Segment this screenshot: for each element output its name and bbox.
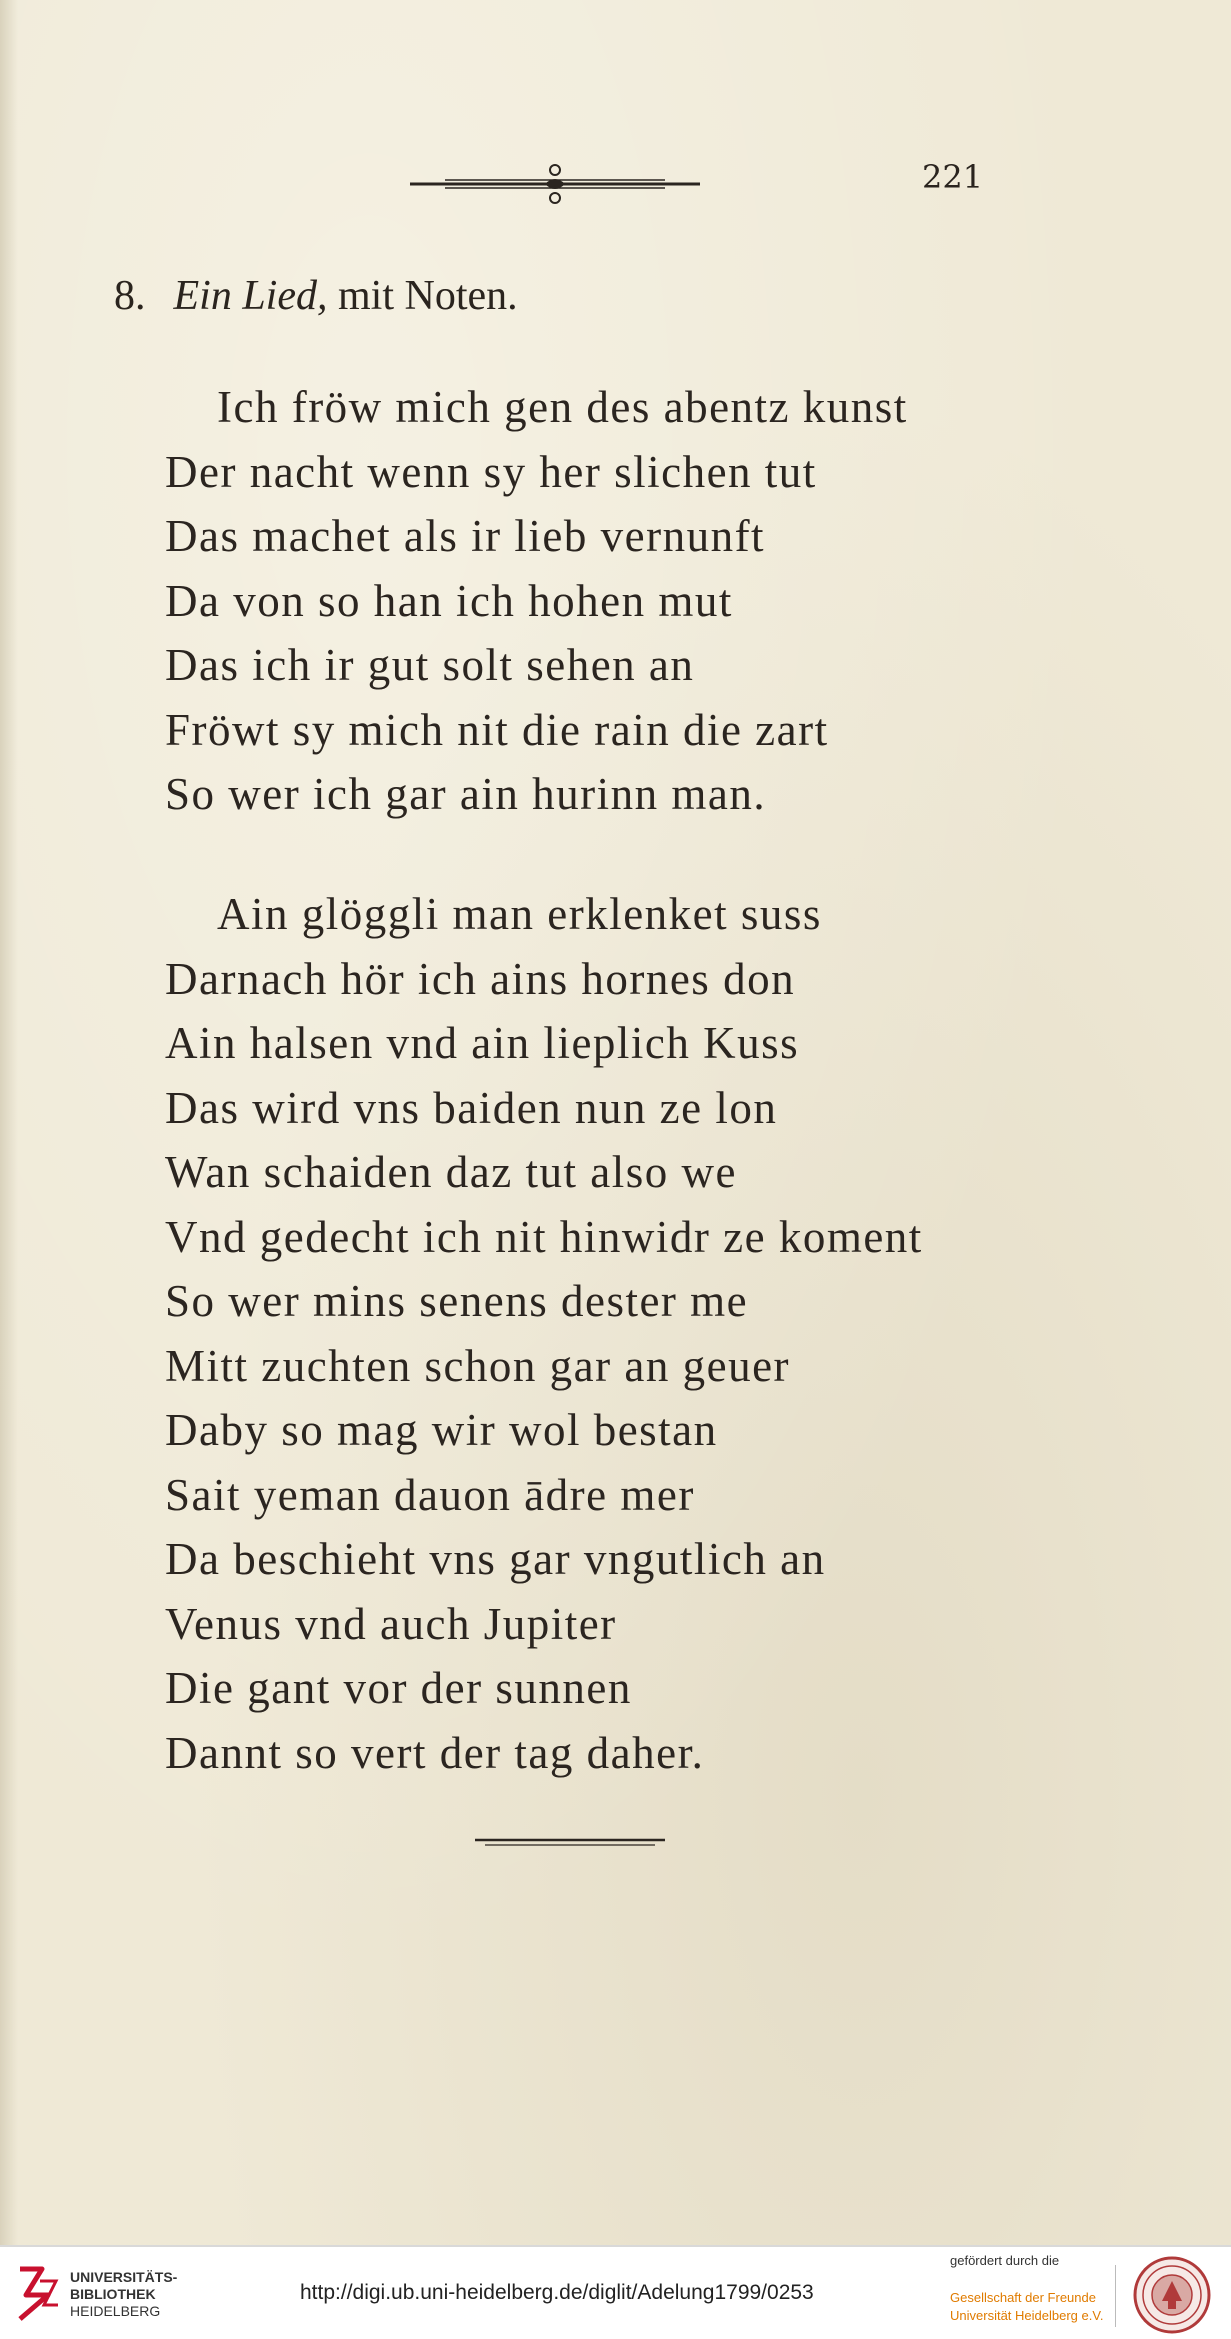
top-ornament-icon	[405, 160, 705, 210]
verse-line: So wer mins senens dester me	[165, 1276, 749, 1326]
sponsor-name-line-1: Gesellschaft der Freunde	[950, 2290, 1096, 2305]
verse-line: Da beschieht vns gar vngutlich an	[165, 1534, 826, 1584]
verse-line: Der nacht wenn sy her slichen tut	[165, 446, 817, 497]
poem-title: Ein Lied,	[173, 273, 328, 319]
verse-line: Venus vnd auch Jupiter	[165, 1598, 617, 1649]
verse-line: Die gant vor der sunnen	[165, 1663, 632, 1713]
bottom-rule-icon	[475, 1836, 665, 1850]
poem-number: 8.	[114, 273, 146, 319]
verse-line: Ich fröw mich gen des abentz kunst	[217, 382, 908, 432]
verse-line: Ain halsen vnd ain lieplich Kuss	[165, 1018, 800, 1068]
verse-line: Sait yeman dauon ādre mer	[165, 1469, 695, 1520]
page-number: 221	[922, 158, 984, 196]
verse-line: Das ich ir gut solt sehen an	[165, 640, 695, 690]
stanza-1	[165, 375, 908, 827]
page-edge-shadow	[0, 0, 18, 2245]
sponsor-name[interactable]	[950, 2289, 1103, 2325]
library-name-line-3: HEIDELBERG	[70, 2303, 161, 2319]
ub-heidelberg-logo-icon[interactable]	[12, 2261, 62, 2325]
poem-heading	[114, 272, 518, 320]
verse-line: Ain glöggli man erklenket suss	[217, 889, 822, 939]
verse-line: Mitt zuchten schon gar an geuer	[165, 1340, 791, 1391]
footer-divider	[1115, 2265, 1116, 2327]
verse-line: Wan schaiden daz tut also we	[165, 1147, 737, 1197]
university-seal-icon[interactable]	[1132, 2255, 1212, 2335]
verse-line: Dannt so vert der tag daher.	[165, 1727, 705, 1778]
verse-line: Das machet als ir lieb vernunft	[165, 511, 766, 561]
library-name-line-1: UNIVERSITÄTS-	[70, 2269, 178, 2285]
verse-line: Fröwt sy mich nit die rain die zart	[165, 704, 829, 755]
sponsor-caption: gefördert durch die	[950, 2253, 1060, 2268]
verse-line: So wer ich gar ain hurinn man.	[165, 769, 767, 819]
permalink-url[interactable]: http://digi.ub.uni-heidelberg.de/diglit/Adelung1799/0253	[300, 2281, 814, 2304]
sponsor-name-line-2: Universität Heidelberg e.V.	[950, 2308, 1104, 2323]
poem-subtitle: mit Noten.	[338, 273, 518, 319]
verse-line: Vnd gedecht ich nit hinwidr ze koment	[165, 1211, 923, 1262]
stanza-2	[165, 882, 923, 1785]
library-name-line-2: BIBLIOTHEK	[70, 2286, 156, 2302]
verse-line: Da von so han ich hohen mut	[165, 575, 733, 626]
verse-line: Das wird vns baiden nun ze lon	[165, 1082, 778, 1133]
library-name	[70, 2269, 177, 2320]
viewer-footer	[0, 2245, 1231, 2339]
verse-line: Daby so mag wir wol bestan	[165, 1405, 718, 1455]
verse-line: Darnach hör ich ains hornes don	[165, 953, 796, 1004]
